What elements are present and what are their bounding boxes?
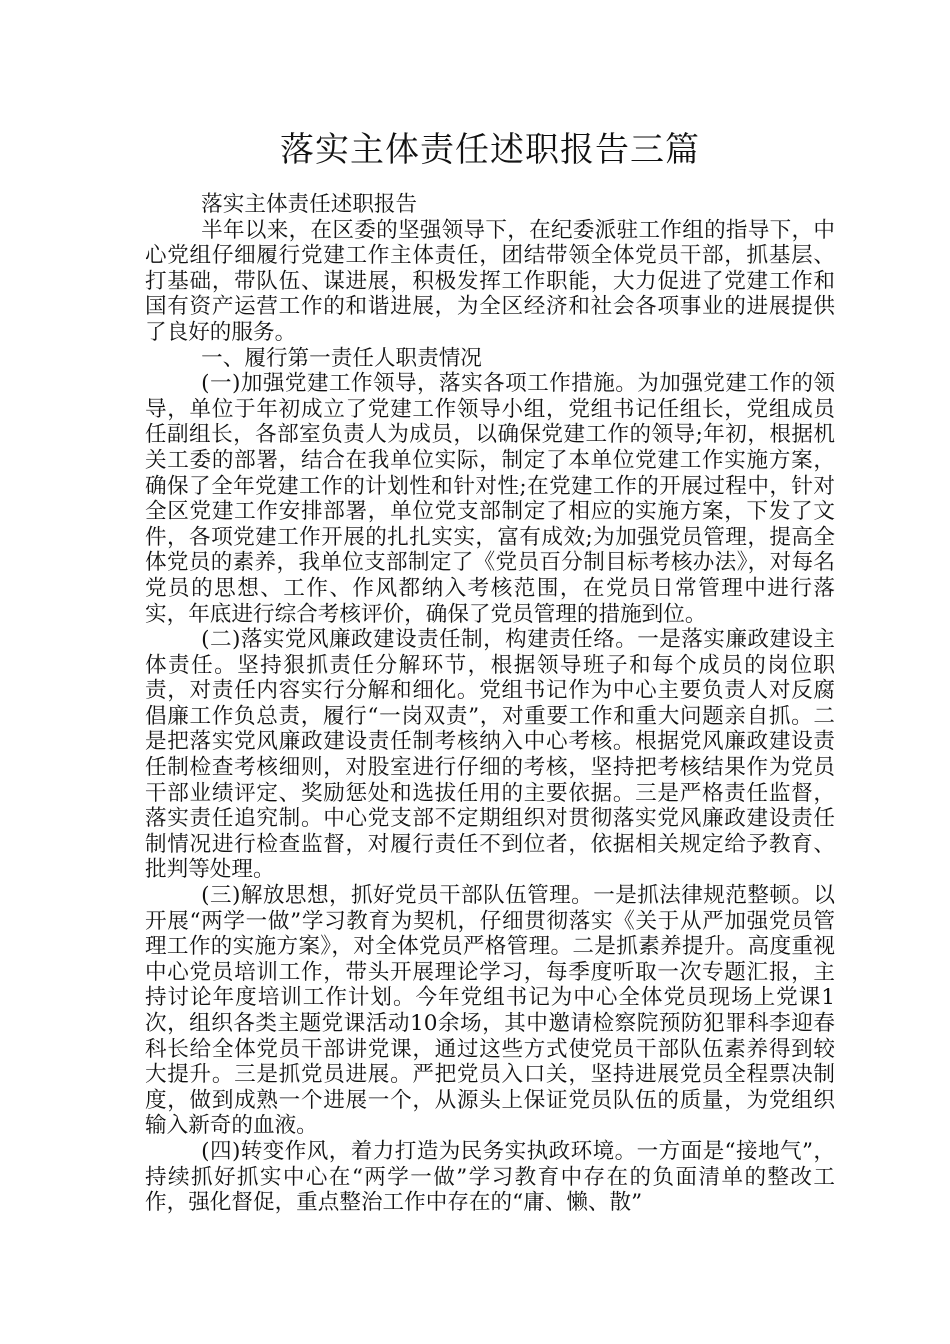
section-heading-1: 一、履行第一责任人职责情况 [201,345,482,371]
paragraph-item-1: (一)加强党建工作领导，落实各项工作措施。为加强党建工作的领导，单位于年初成立了党建工作领导小组，党组书记任组长，党组成员任副组长，各部室负责人为成员，以确保党建工作的领导;年初，根据机关工委的部署，结合在我单位实际，制定了本单位党建工作实施方案，确保了全年党建工作的计划性和针对性;在党建工作的开展过程中，针对全区党建工作安排部署，单位党支部制定了相应的实施方案，下发了文件，各项党建工作开展的扎扎实实，富有成效;为加强党员管理，提高全体党员的素养，我单位支部制定了《党员百分制目标考核办法》，对每名党员的思想、工作、作风都纳入考核范围，在党员日常管理中进行落实，年底进行综合考核评价，确保了党员管理的措施到位。 [145,371,835,627]
document-title: 落实主体责任述职报告三篇 [280,130,700,170]
document-page [145,128,835,1216]
report-subtitle: 落实主体责任述职报告 [201,192,418,217]
paragraph-item-4: (四)转变作风，着力打造为民务实执政环境。一方面是“接地气”，持续抓好抓实中心在“两学一做”学习教育中存在的负面清单的整改工作，强化督促，重点整治工作中存在的“庸、懒、散” [145,1138,835,1216]
paragraph-item-3: (三)解放思想，抓好党员干部队伍管理。一是抓法律规范整顿。以开展“两学一做”学习教育为契机，仔细贯彻落实《关于从严加强党员管理工作的实施方案》，对全体党员严格管理。二是抓素养提升。高度重视中心党员培训工作，带头开展理论学习，每季度听取一次专题汇报，主持讨论年度培训工作计划。今年党组书记为中心全体党员现场上党课1次，组织各类主题党课活动10余场，其中邀请检察院预防犯罪科李迎春科长给全体党员干部讲党课，通过这些方式使党员干部队伍素养得到较大提升。三是抓党员进展。严把党员入口关，坚持进展党员全程票决制度，做到成熟一个进展一个，从源头上保证党员队伍的质量，为党组织输入新奇的血液。 [145,883,835,1139]
paragraph-item-2: (二)落实党风廉政建设责任制，构建责任络。一是落实廉政建设主体责任。坚持狠抓责任分解环节，根据领导班子和每个成员的岗位职责，对责任内容实行分解和细化。党组书记作为中心主要负责人对反腐倡廉工作负总责，履行“一岗双责”，对重要工作和重大问题亲自抓。二是把落实党风廉政建设责任制考核纳入中心考核。根据党风廉政建设责任制检查考核细则，对股室进行仔细的考核，坚持把考核结果作为党员干部业绩评定、奖励惩处和选拔任用的主要依据。三是严格责任监督，落实责任追究制。中心党支部不定期组织对贯彻落实党风廉政建设责任制情况进行检查监督，对履行责任不到位者，依据相关规定给予教育、批判等处理。 [145,627,835,883]
intro-paragraph: 半年以来，在区委的坚强领导下，在纪委派驻工作组的指导下，中心党组仔细履行党建工作主体责任，团结带领全体党员干部，抓基层、打基础，带队伍、谋进展，积极发挥工作职能，大力促进了党建工作和国有资产运营工作的和谐进展，为全区经济和社会各项事业的进展提供了良好的服务。 [145,217,835,345]
